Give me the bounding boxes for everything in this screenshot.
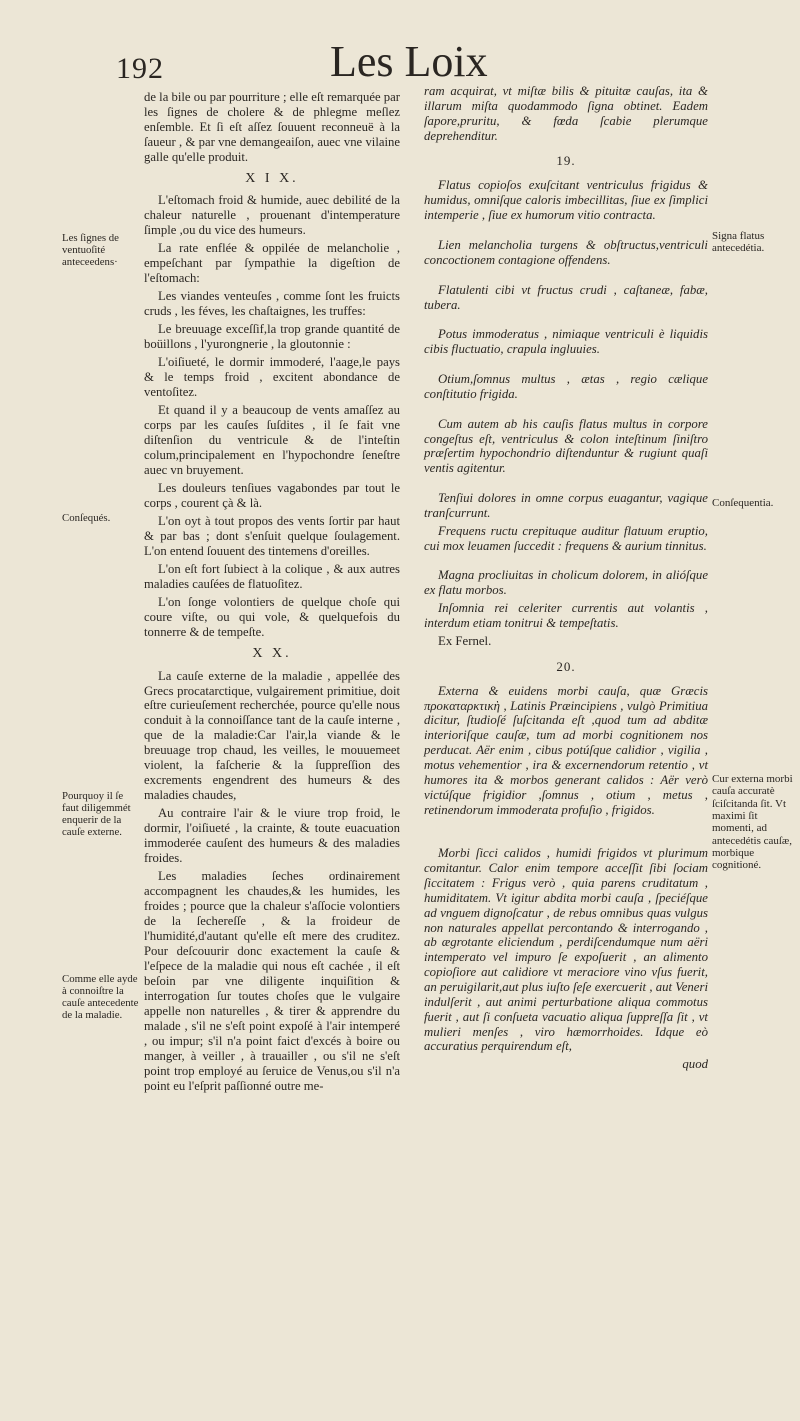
latin-paragraph: Lien melancholia turgens & obſtructus,ventriculi concoctionem contagione offendens. bbox=[424, 237, 708, 267]
french-column bbox=[144, 90, 400, 1097]
margin-note-left: Les ſignes de ventuoſité anteceedens· bbox=[62, 232, 119, 269]
latin-paragraph: Magna procliuitas in cholicum dolorem, in alióſque ex flatu morbos. bbox=[424, 568, 708, 598]
french-intro: de la bile ou par pourriture ; elle eſt remarquée par les ſignes de cholere & de phlegme meſlez enſemble. Et ſi eſt aſſez ſouuent reconneuë à la ſaueur , & par vne demangeaiſon, auec vne vilaine galle qu'elle produit. bbox=[144, 90, 400, 164]
latin-paragraph: Flatus copioſos exuſcitant ventriculus frigidus & humidus, omniſque caloris imbecillitas, ſiue ex ſimplici intemperie , ſiue ex humorum vitio contracta. bbox=[424, 178, 708, 223]
page-number: 192 bbox=[116, 52, 164, 85]
french-section-20-heading: X X. bbox=[252, 646, 292, 661]
margin-note-left: Comme elle ayde à connoiſtre la cauſe antecedente de la maladie. bbox=[62, 973, 139, 1022]
latin-paragraph: Inſomnia rei celeriter currentis aut volantis , interdum etiam tonitrui & tempeſtatis. bbox=[424, 601, 708, 631]
latin-paragraph: Tenſiui dolores in omne corpus euagantur, vagique tranſcurrunt. bbox=[424, 491, 708, 520]
french-paragraph: Au contraire l'air & le viure trop froid, le dormir, l'oiſiueté , la crainte, & toute euacuation immoderée cauſent des humeurs & des maladies froides. bbox=[144, 806, 400, 866]
running-title: Les Loix bbox=[330, 37, 488, 86]
french-paragraph: La cauſe externe de la maladie , appellée des Grecs procatarctique, vulgairement primitiue, doit eſtre curieuſement recherchée, pource qu'elle nous conduit à la connoiſſance tant de la cauſe interne , que de la maladie:Car l'air,la viande & le breuuage trop chaud, les veilles, le mouuemeet violent, la faſcherie & la ſuppreſſion des excrements engendrent des humeurs & des maladies chaudes, bbox=[144, 668, 400, 803]
margin-note-right: Cur externa morbi cauſa accuratè ſciſcitanda ſit. Vt maximi ſit momenti, ad antecedétis cauſæ, morbique cognitioné. bbox=[712, 773, 793, 872]
french-section-19-heading: X I X. bbox=[245, 170, 299, 186]
french-paragraph: Les viandes venteuſes , comme ſont les fruicts cruds , les féves, les chaſtaignes, les truffes: bbox=[144, 289, 400, 319]
latin-paragraph: Flatulenti cibi vt fructus crudi , caſtaneæ, fabæ, tubera. bbox=[424, 282, 708, 312]
latin-paragraph: Cum autem ab his cauſis flatus multus in corpore congeſtus eſt, ventriculus & colon inteſtinum ſiniſtro præſertim hypochondrio diſtenduntur & rugiunt quaſi ventis agitentur. bbox=[424, 416, 708, 476]
french-paragraph: L'on ſonge volontiers de quelque choſe qui coure viſte, ou qui vole, & quelquefois du tonnerre & de tempeſte. bbox=[144, 595, 400, 640]
latin-intro: ram acquirat, vt miſtæ bilis & pituitæ cauſas, ita & illarum miſta quodammodo ſigna obtinet. Eadem ſapore,pruritu, & fœda ſcabie plerumque deprehenditur. bbox=[424, 84, 708, 143]
latin-paragraph: Morbi ſicci calidos , humidi frigidos vt plurimum comitantur. Calor enim tempore acceſſit ſibi ſociam ſiccitatem : Frigus verò , quia parens cruditatum , humiditatem. Vt igitur abdita morbi cauſa , ſpeciéſque ad vnguem dignoſcatur , de rebus omnibus quas vulgus non naturales appellat percontando & interrogando , ab ægrotante eliciendum , perdiſcendumque num aëri intemperato vel impuro ſe expoſuerit , an alimento copioſiore aut calidiore vt meraciore vino vſus fuerit, an peruigilarit,aut plus iuſto ſeſe exercuerit , aut Veneri indulſerit , aut animi perturbatione aliqua commotus fuerit , aut ſi conſueta vacuatio aliqua ſuppreſſa ſit , vt mulieri menſes , viro hæmorrhoides. Idque eò accuratius perquirendum eſt, bbox=[424, 846, 708, 1054]
margin-note-right: Signa flatus antecedétia. bbox=[712, 230, 765, 255]
latin-column bbox=[424, 84, 708, 1075]
latin-paragraph: Externa & euidens morbi cauſa, quæ Græcis προκαταρκτικὴ , Latinis Præincipiens , vulgò Primitiua dicitur, ſtudioſé ſuſcitanda eſt ,quod tum ad abditæ interioriſque cauſæ, tum ad morbi cognitionem nos perducat. Aër enim , cibus potúſque calidior , vigilia , motus vehementior , ira & excernendorum retentio , vt humores ita & morbos generant calidos : Aër verò victúſque frigidior ,ſomnus , otium , metus , retinendorum immoderata profuſio , frigidos. bbox=[424, 683, 708, 817]
french-paragraph: L'on eſt fort ſubiect à la colique , & aux autres maladies cauſées de flatuoſitez. bbox=[144, 562, 400, 592]
latin-source: Ex Fernel. bbox=[438, 633, 492, 648]
latin-section-19-heading: 19. bbox=[556, 153, 576, 169]
french-paragraph: Les douleurs tenſiues vagabondes par tout le corps , courent çà & là. bbox=[144, 481, 400, 511]
latin-paragraph: Otium,ſomnus multus , ætas , regio cælique conſtitutio frigida. bbox=[424, 372, 708, 401]
latin-paragraph: Frequens ructu crepituque auditur flatuum eruptio, cui mox leuamen ſuccedit : frequens & aurium tinnitus. bbox=[424, 523, 708, 553]
latin-section-20-heading: 20. bbox=[556, 658, 576, 674]
french-paragraph: Le breuuage exceſſif,la trop grande quantité de boüillons , l'yurongnerie , la gloutonnie : bbox=[144, 322, 400, 352]
margin-note-right: Conſequentia. bbox=[712, 497, 774, 509]
french-paragraph: L'eſtomach froid & humide, auec debilité de la chaleur naturelle , prouenant d'intemperature ſimple ,ou du vice des humeurs. bbox=[144, 193, 400, 238]
latin-paragraph: Potus immoderatus , nimiaque ventriculi è liquidis cibis fluctuatio, crapula ingluuies. bbox=[424, 327, 708, 357]
french-paragraph: Et quand il y a beaucoup de vents amaſſez au corps par les cauſes ſuſdites , il ſe fait vne diſtenſion du ventricule & de l'inteſtin colum,principalement en l'hypochondre ſeneſtre auec vn bruyement. bbox=[144, 403, 400, 478]
french-paragraph: Les maladies ſeches ordinairement accompagnent les chaudes,& les humides, les froides ; pource que la chaleur s'aſſocie volontiers de la ſechereſſe , & la froideur de l'humidité,d'autant qu'elle eſt mere des cruditez. Pour deſcouurir donc exactement la cauſe & l'eſpece de la maladie qui nous eſt cachée , il eſt beſoin par vne diligente inquiſition & interrogation ſur toutes choſes que le vulgaire appelle non naturelles , & tirer & apprendre du malade , s'il ne s'eſt point expoſé à l'air intemperé , ou impur; s'il n'a point faict d'excés à boire ou manger, à veiller , à trauailler , ou s'il ne s'eſt point trop employé au ſeruice de Venus,ou s'il n'a point eu l'eſprit paſſionné outre me- bbox=[144, 869, 400, 1094]
french-paragraph: La rate enflée & oppilée de melancholie , empeſchant par ſympathie la digeſtion de l'eſtomach: bbox=[144, 241, 400, 286]
catchword: quod bbox=[682, 1057, 708, 1072]
french-paragraph: L'on oyt à tout propos des vents ſortir par haut & par bas ; dont s'enſuit quelque ſoulagement. L'on entend ſouuent des tintemens d'oreilles. bbox=[144, 514, 400, 559]
margin-note-left: Pourquoy il ſe faut diligemmét enquerir de la cauſe externe. bbox=[62, 790, 131, 839]
margin-note-left: Conſequés. bbox=[62, 512, 111, 524]
french-paragraph: L'oiſiueté, le dormir immoderé, l'aage,le pays & le temps froid , excitent abondance de ventoſitez. bbox=[144, 355, 400, 400]
